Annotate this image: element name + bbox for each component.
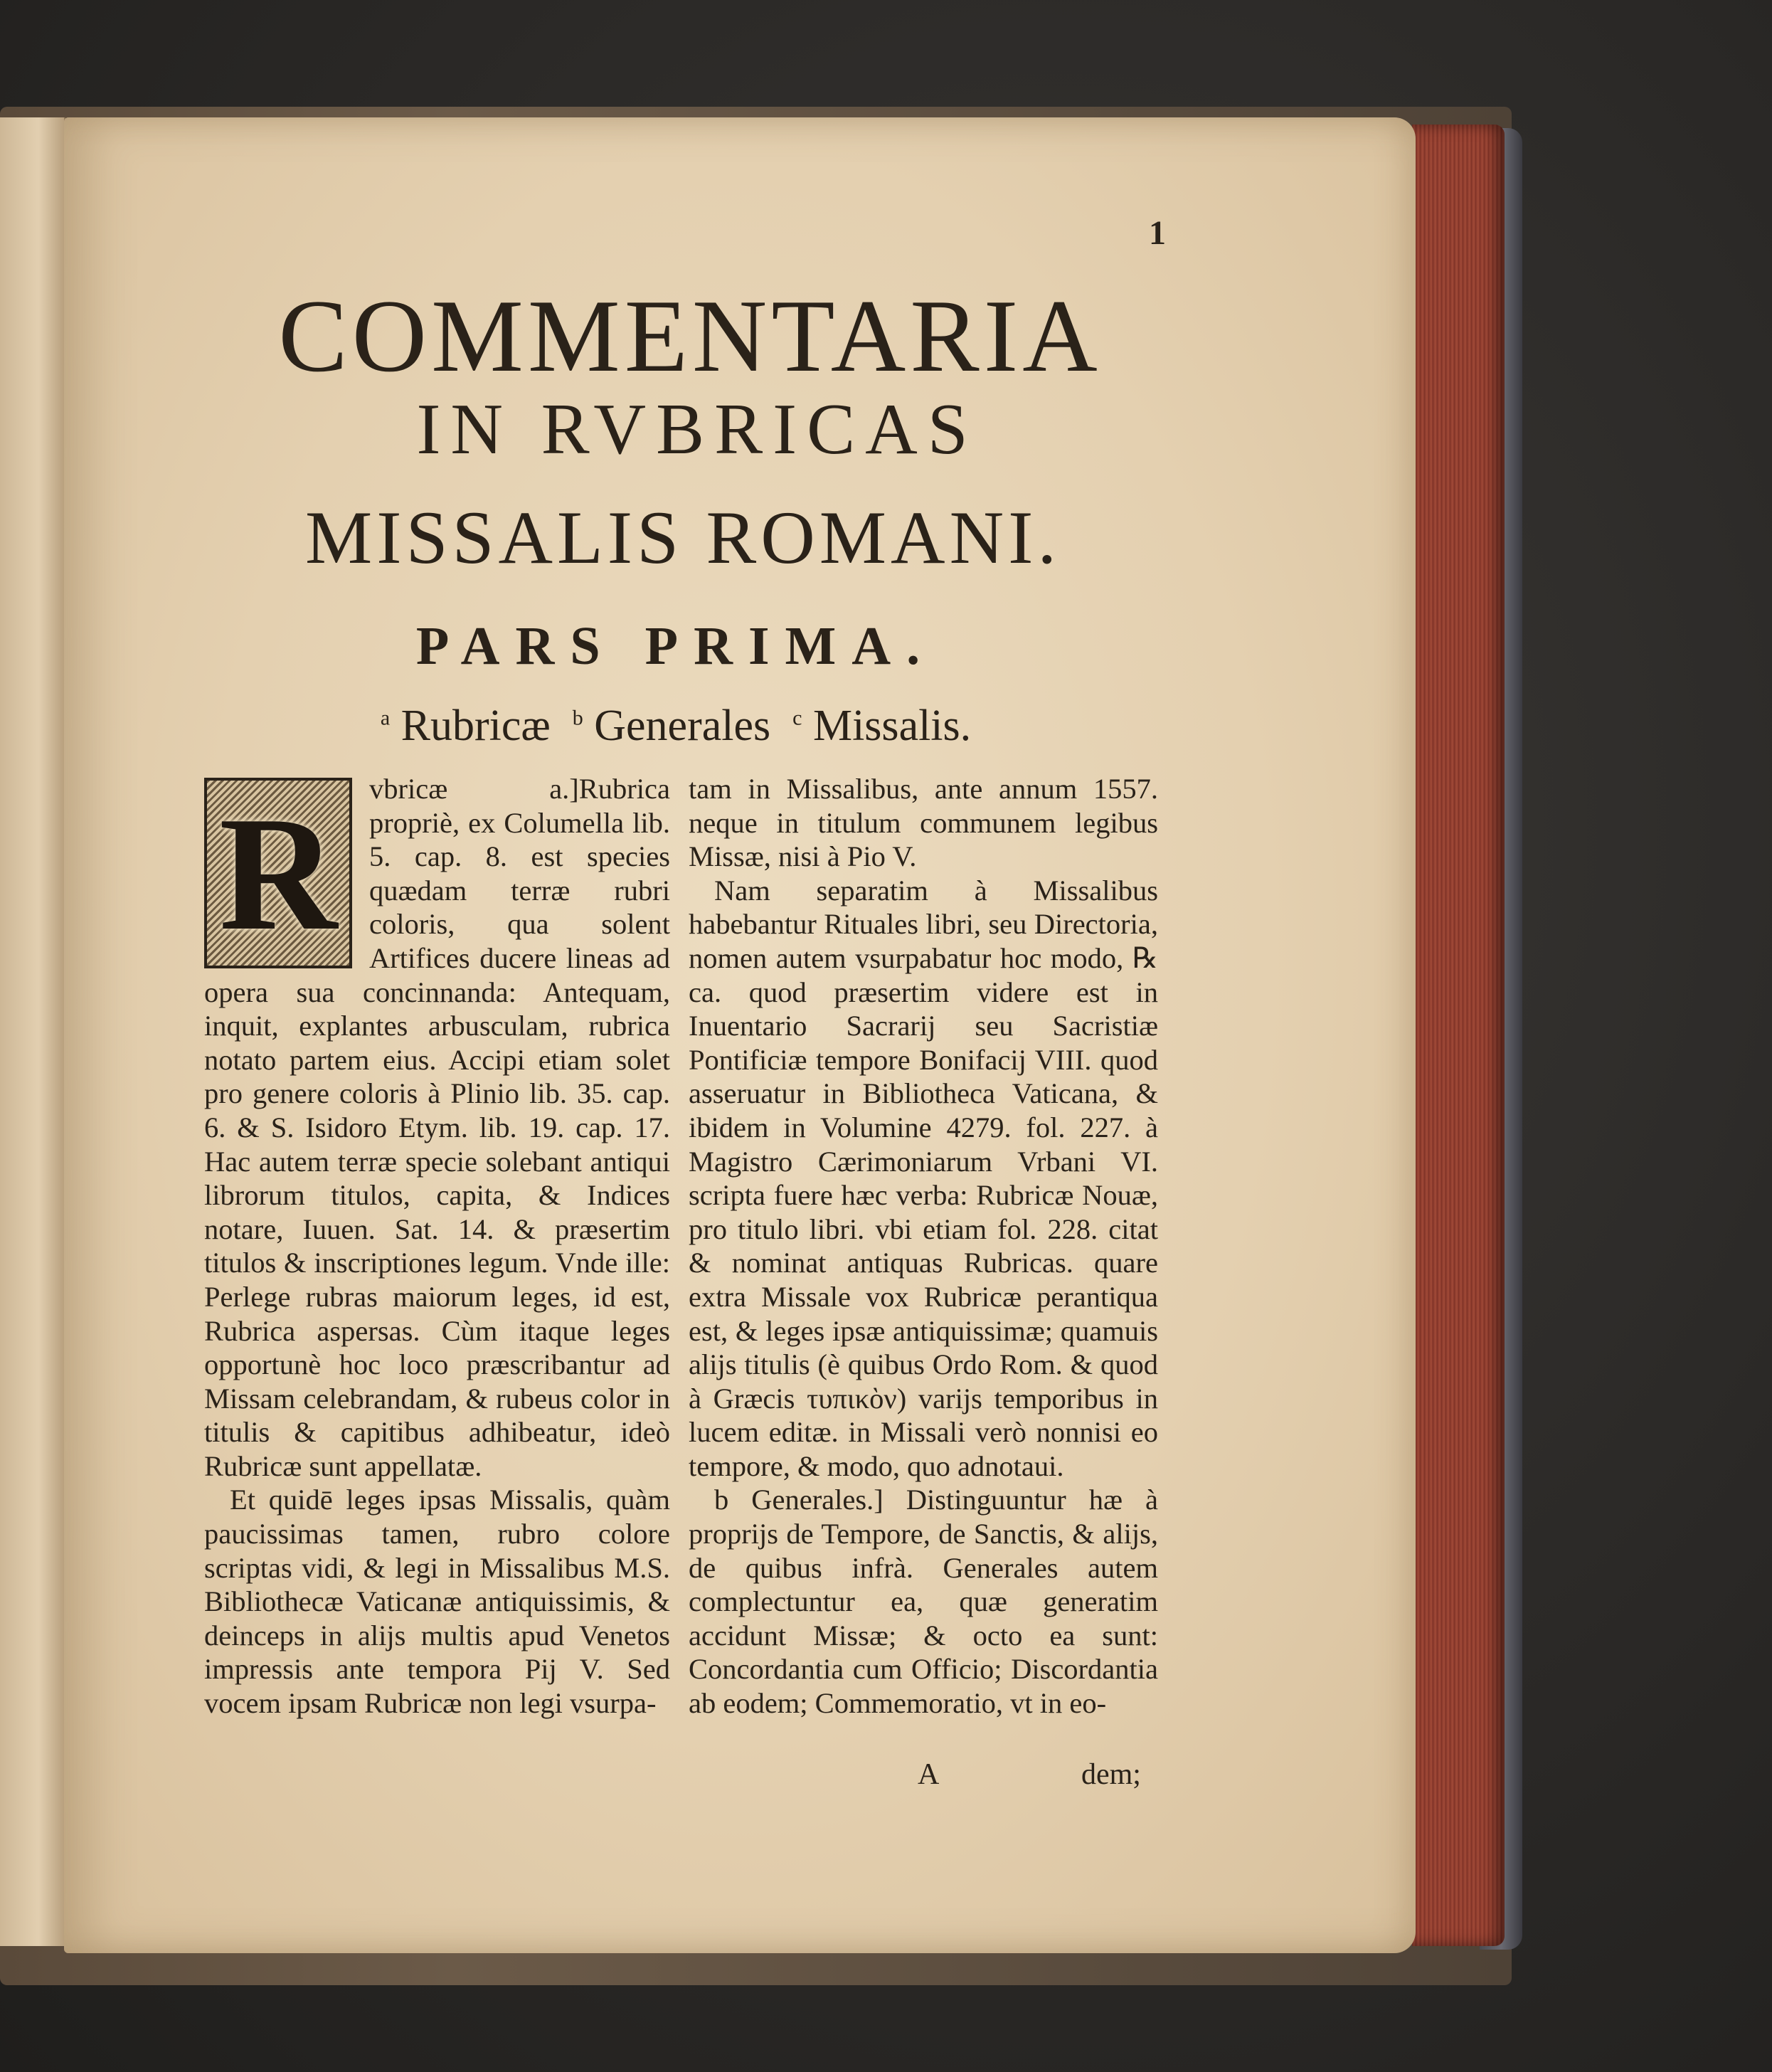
right-text-column (689, 772, 1158, 1720)
section-heading: PARS PRIMA. (415, 616, 936, 676)
left-text-column (204, 772, 670, 1720)
drop-cap-woodcut (204, 778, 352, 968)
paragraph: Nam separatim à Missalibus habebantur Rituales libri, seu Directoria, nomen autem vsurpabatur hoc modo, ℞ ca. quod præsertim videre est in Inuentario Sacrarij seu Sacristiæ Pontificiæ tempore Bonifacij VIII. quod asseruatur in Bibliotheca Vaticana, & ibidem in Volumine 4279. fol. 227. à Magistro Cærimoniarum Vrbani VI. scripta fuere hæc verba: Rubricæ Nouæ, pro titulo libri. vbi etiam fol. 228. citat & nominat antiquas Rubricas. quare extra Missale vox Rubricæ perantiqua est, & leges ipsæ antiquissimæ; quamuis alijs titulis (è quibus Ordo Rom. & quod à Græcis τυπικὸν) varijs temporibus in lucem editæ. in Missali verò nonnisi eo tempore, & modo, quo adnotaui. (689, 874, 1158, 1482)
subtitle-word-c: Missalis. (812, 702, 972, 750)
paragraph: Et quidē leges ipsas Missalis, quàm paucissimas tamen, rubro colore scriptas vidi, & legi in Missalibus M.S. Bibliothecæ Vaticanæ antiquissimis, & deinceps in alijs multis apud Venetos impressis ante tempora Pij V. Sed vocem ipsam Rubricæ non legi vsurpa- (204, 1484, 670, 1720)
subtitle-word-a: Rubricæ (400, 702, 551, 750)
paragraph: tam in Missalibus, ante annum 1557. neque in titulum communem legibus Missæ, nisi à Pio V. (689, 773, 1158, 873)
paragraph: vbricæ a.]Rubrica propriè, ex Columella lib. 5. cap. 8. est species quædam terræ rubri coloris, qua solent Artifices ducere lineas ad opera sua concinnanda: Antequam, inquit, explantes arbusculam, rubrica notato partem eius. Accipi etiam solet pro genere coloris à Plinio lib. 35. cap. 6. & S. Isidoro Etym. lib. 19. cap. 17. Hac autem terræ specie solebant antiqui librorum titulos, capita, & Indices notare, Iuuen. Sat. 14. & præsertim titulos & inscriptiones legum. Vnde ille: Perlege rubras maiorum leges, id est, Rubrica aspersas. Cùm itaque leges opportunè hoc loco præscribantur ad Missam celebrandam, & rubeus color in titulis & capitibus adhibeatur, ideò Rubricæ sunt appellatæ. (204, 773, 670, 1482)
subtitle (213, 701, 1138, 751)
title-line-1: COMMENTARIA (278, 278, 1102, 393)
page-number: 1 (1149, 214, 1166, 252)
catchword: dem; (1081, 1758, 1141, 1791)
paragraph: b Generales.] Distinguuntur hæ à proprijs de Tempore, de Sanctis, & alijs, de quibus infrà. Generales autem complectuntur ea, quæ generatim accidunt Missæ; & octo ea sunt: Concordantia cum Officio; Discordantia ab eodem; Commemoratio, vt in eo- (689, 1484, 1158, 1720)
title-line-3: MISSALIS ROMANI. (305, 496, 1061, 579)
footnote-mark-b: b (572, 706, 583, 730)
title-line-2: IN RVBRICAS (416, 389, 978, 470)
footnote-mark-c: c (792, 706, 802, 730)
signature-mark: A (918, 1758, 940, 1791)
subtitle-word-b: Generales (594, 702, 771, 750)
facing-page-edge (0, 117, 65, 1946)
red-page-edges (1412, 125, 1505, 1946)
drop-cap-letter: R (218, 783, 338, 964)
footnote-mark-a: a (380, 706, 391, 730)
